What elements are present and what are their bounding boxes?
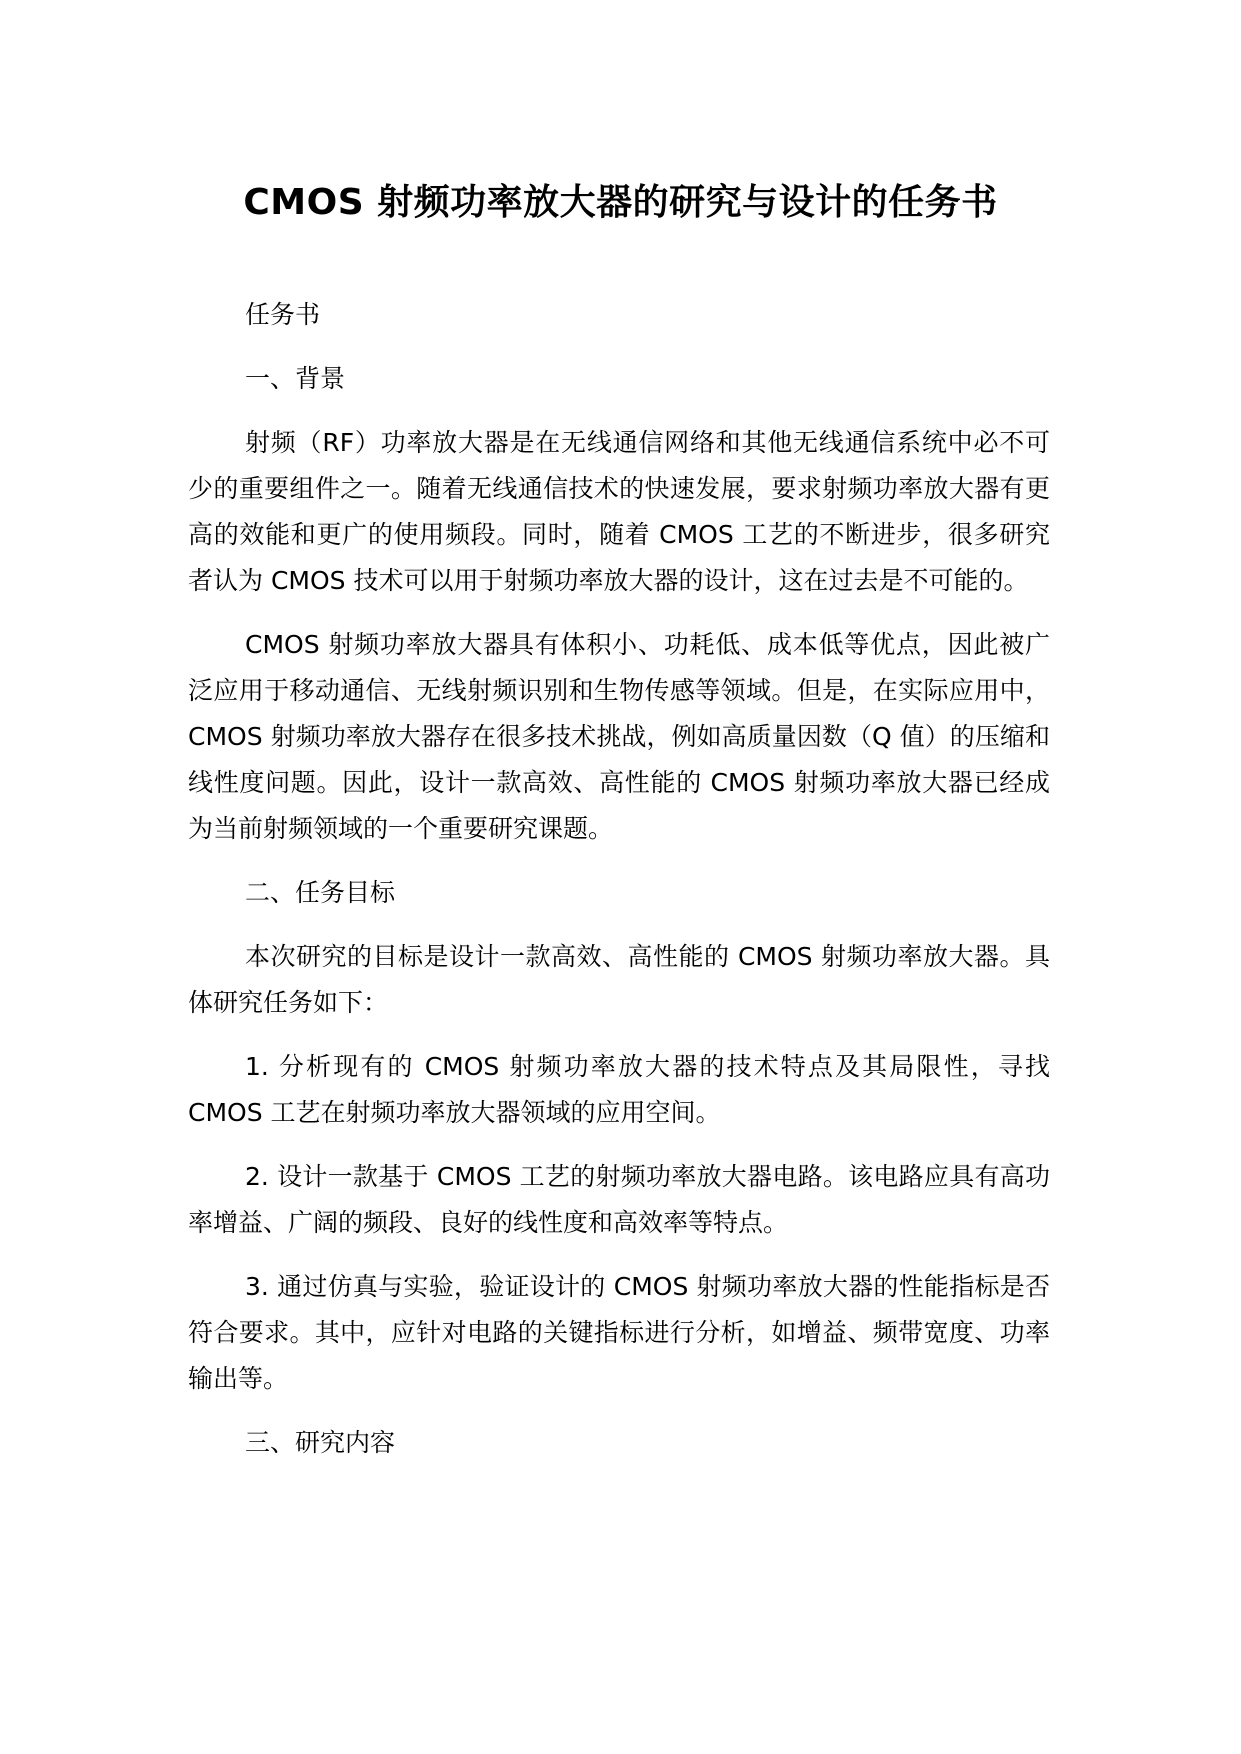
document-body [188,292,1050,1484]
paragraph-background-1: 射频（RF）功率放大器是在无线通信网络和其他无线通信系统中必不可少的重要组件之一。随着无线通信技术的快速发展，要求射频功率放大器有更高的效能和更广的使用频段。同时，随着 CMOS 工艺的不断进步，很多研究者认为 CMOS 技术可以用于射频功率放大器的设计，这在过去是不可能的。 [188,428,1050,595]
section-heading-background: 一、背景 [245,364,346,393]
section-heading-research: 三、研究内容 [245,1428,396,1457]
paragraph-goals-intro: 本次研究的目标是设计一款高效、高性能的 CMOS 射频功率放大器。具体研究任务如下： [188,942,1050,1017]
list-item-task-1: 1. 分析现有的 CMOS 射频功率放大器的技术特点及其局限性，寻找 CMOS 工艺在射频功率放大器领域的应用空间。 [188,1052,1050,1127]
paragraph-background-2: CMOS 射频功率放大器具有体积小、功耗低、成本低等优点，因此被广泛应用于移动通信、无线射频识别和生物传感等领域。但是，在实际应用中，CMOS 射频功率放大器存在很多技术挑战，例如高质量因数（Q 值）的压缩和线性度问题。因此，设计一款高效、高性能的 CMOS 射频功率放大器已经成为当前射频领域的一个重要研究课题。 [188,630,1050,843]
document-title: CMOS 射频功率放大器的研究与设计的任务书 [243,182,998,223]
list-item-task-2: 2. 设计一款基于 CMOS 工艺的射频功率放大器电路。该电路应具有高功率增益、广阔的频段、良好的线性度和高效率等特点。 [188,1162,1050,1237]
section-heading-goals: 二、任务目标 [245,878,396,907]
section-label: 任务书 [245,300,321,329]
list-item-task-3: 3. 通过仿真与实验，验证设计的 CMOS 射频功率放大器的性能指标是否符合要求。其中，应针对电路的关键指标进行分析，如增益、频带宽度、功率输出等。 [188,1272,1050,1393]
